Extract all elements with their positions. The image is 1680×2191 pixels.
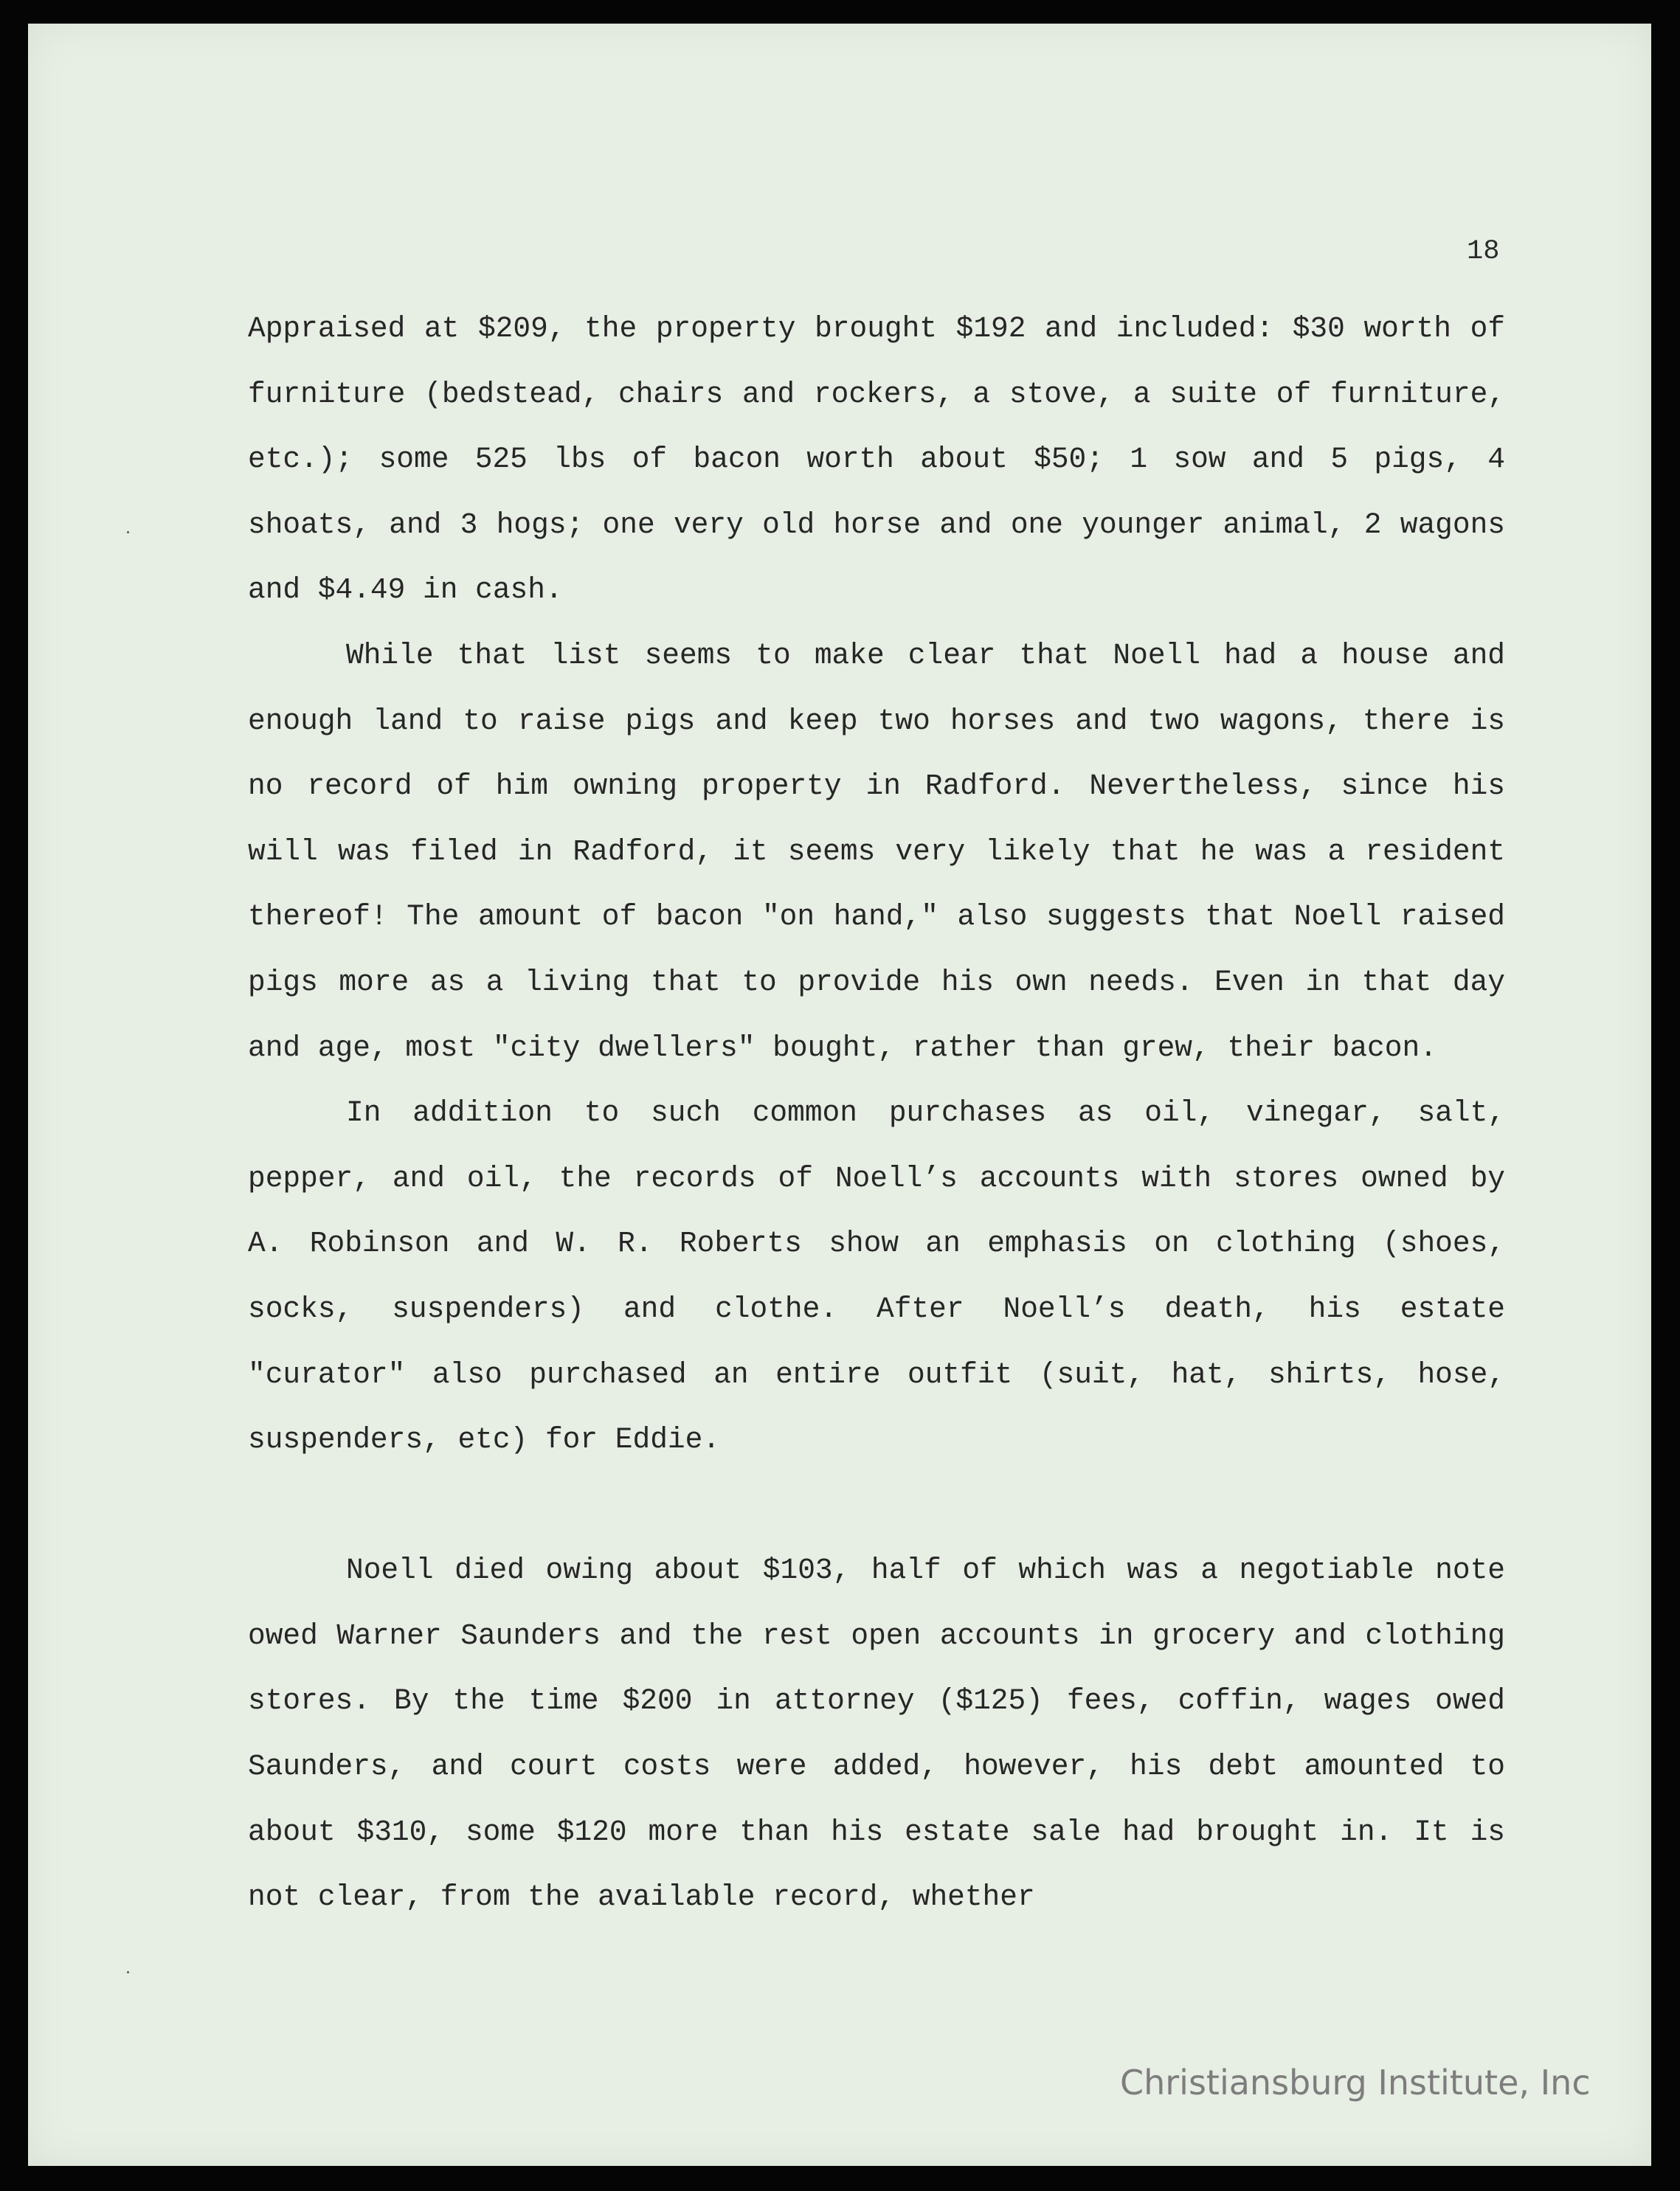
page-number: 18 [1467, 236, 1500, 267]
paragraph-property: While that list seems to make clear that Noell had a house and enough land to raise pigs and keep two horses and two wagons, there is no record of him owning property in Radford. Nevertheless, since his will was filed in Radford, it seems very likely that he was a resident thereof! The amount of bacon "on hand," also suggests that Noell raised pigs more as a living that to provide his own needs. Even in that day and age, most "city dwellers" bought, rather than grew, their bacon. [248, 638, 1505, 1065]
paragraph-gap [248, 1473, 1505, 1539]
document-body [248, 297, 1505, 1931]
paragraph-appraisal: Appraised at $209, the property brought $192 and included: $30 worth of furniture (bedstead, chairs and rockers, a stove, a suite of furniture, etc.); some 525 lbs of bacon worth about $50; 1 sow and 5 pigs, 4 shoats, and 3 hogs; one very old horse and one younger animal, 2 wagons and $4.49 in cash. [248, 312, 1505, 607]
margin-mark [127, 531, 129, 533]
document-page [28, 24, 1651, 2166]
watermark-text: Christiansburg Institute, Inc [1120, 2063, 1591, 2102]
margin-mark [127, 1971, 129, 1973]
paragraph-purchases: In addition to such common purchases as oil, vinegar, salt, pepper, and oil, the records of Noell’s accounts with stores owned by A. Robinson and W. R. Roberts show an emphasis on clothing (shoes, socks, suspenders) and clothe. After Noell’s death, his estate "curator" also purchased an entire outfit (suit, hat, shirts, hose, suspenders, etc) for Eddie. [248, 1096, 1505, 1457]
paragraph-debts: Noell died owing about $103, half of which was a negotiable note owed Warner Saunders and the rest open accounts in grocery and clothing stores. By the time $200 in attorney ($125) fees, coffin, wages owed Saunders, and court costs were added, however, his debt amounted to about $310, some $120 more than his estate sale had brought in. It is not clear, from the available record, whether [248, 1554, 1505, 1914]
